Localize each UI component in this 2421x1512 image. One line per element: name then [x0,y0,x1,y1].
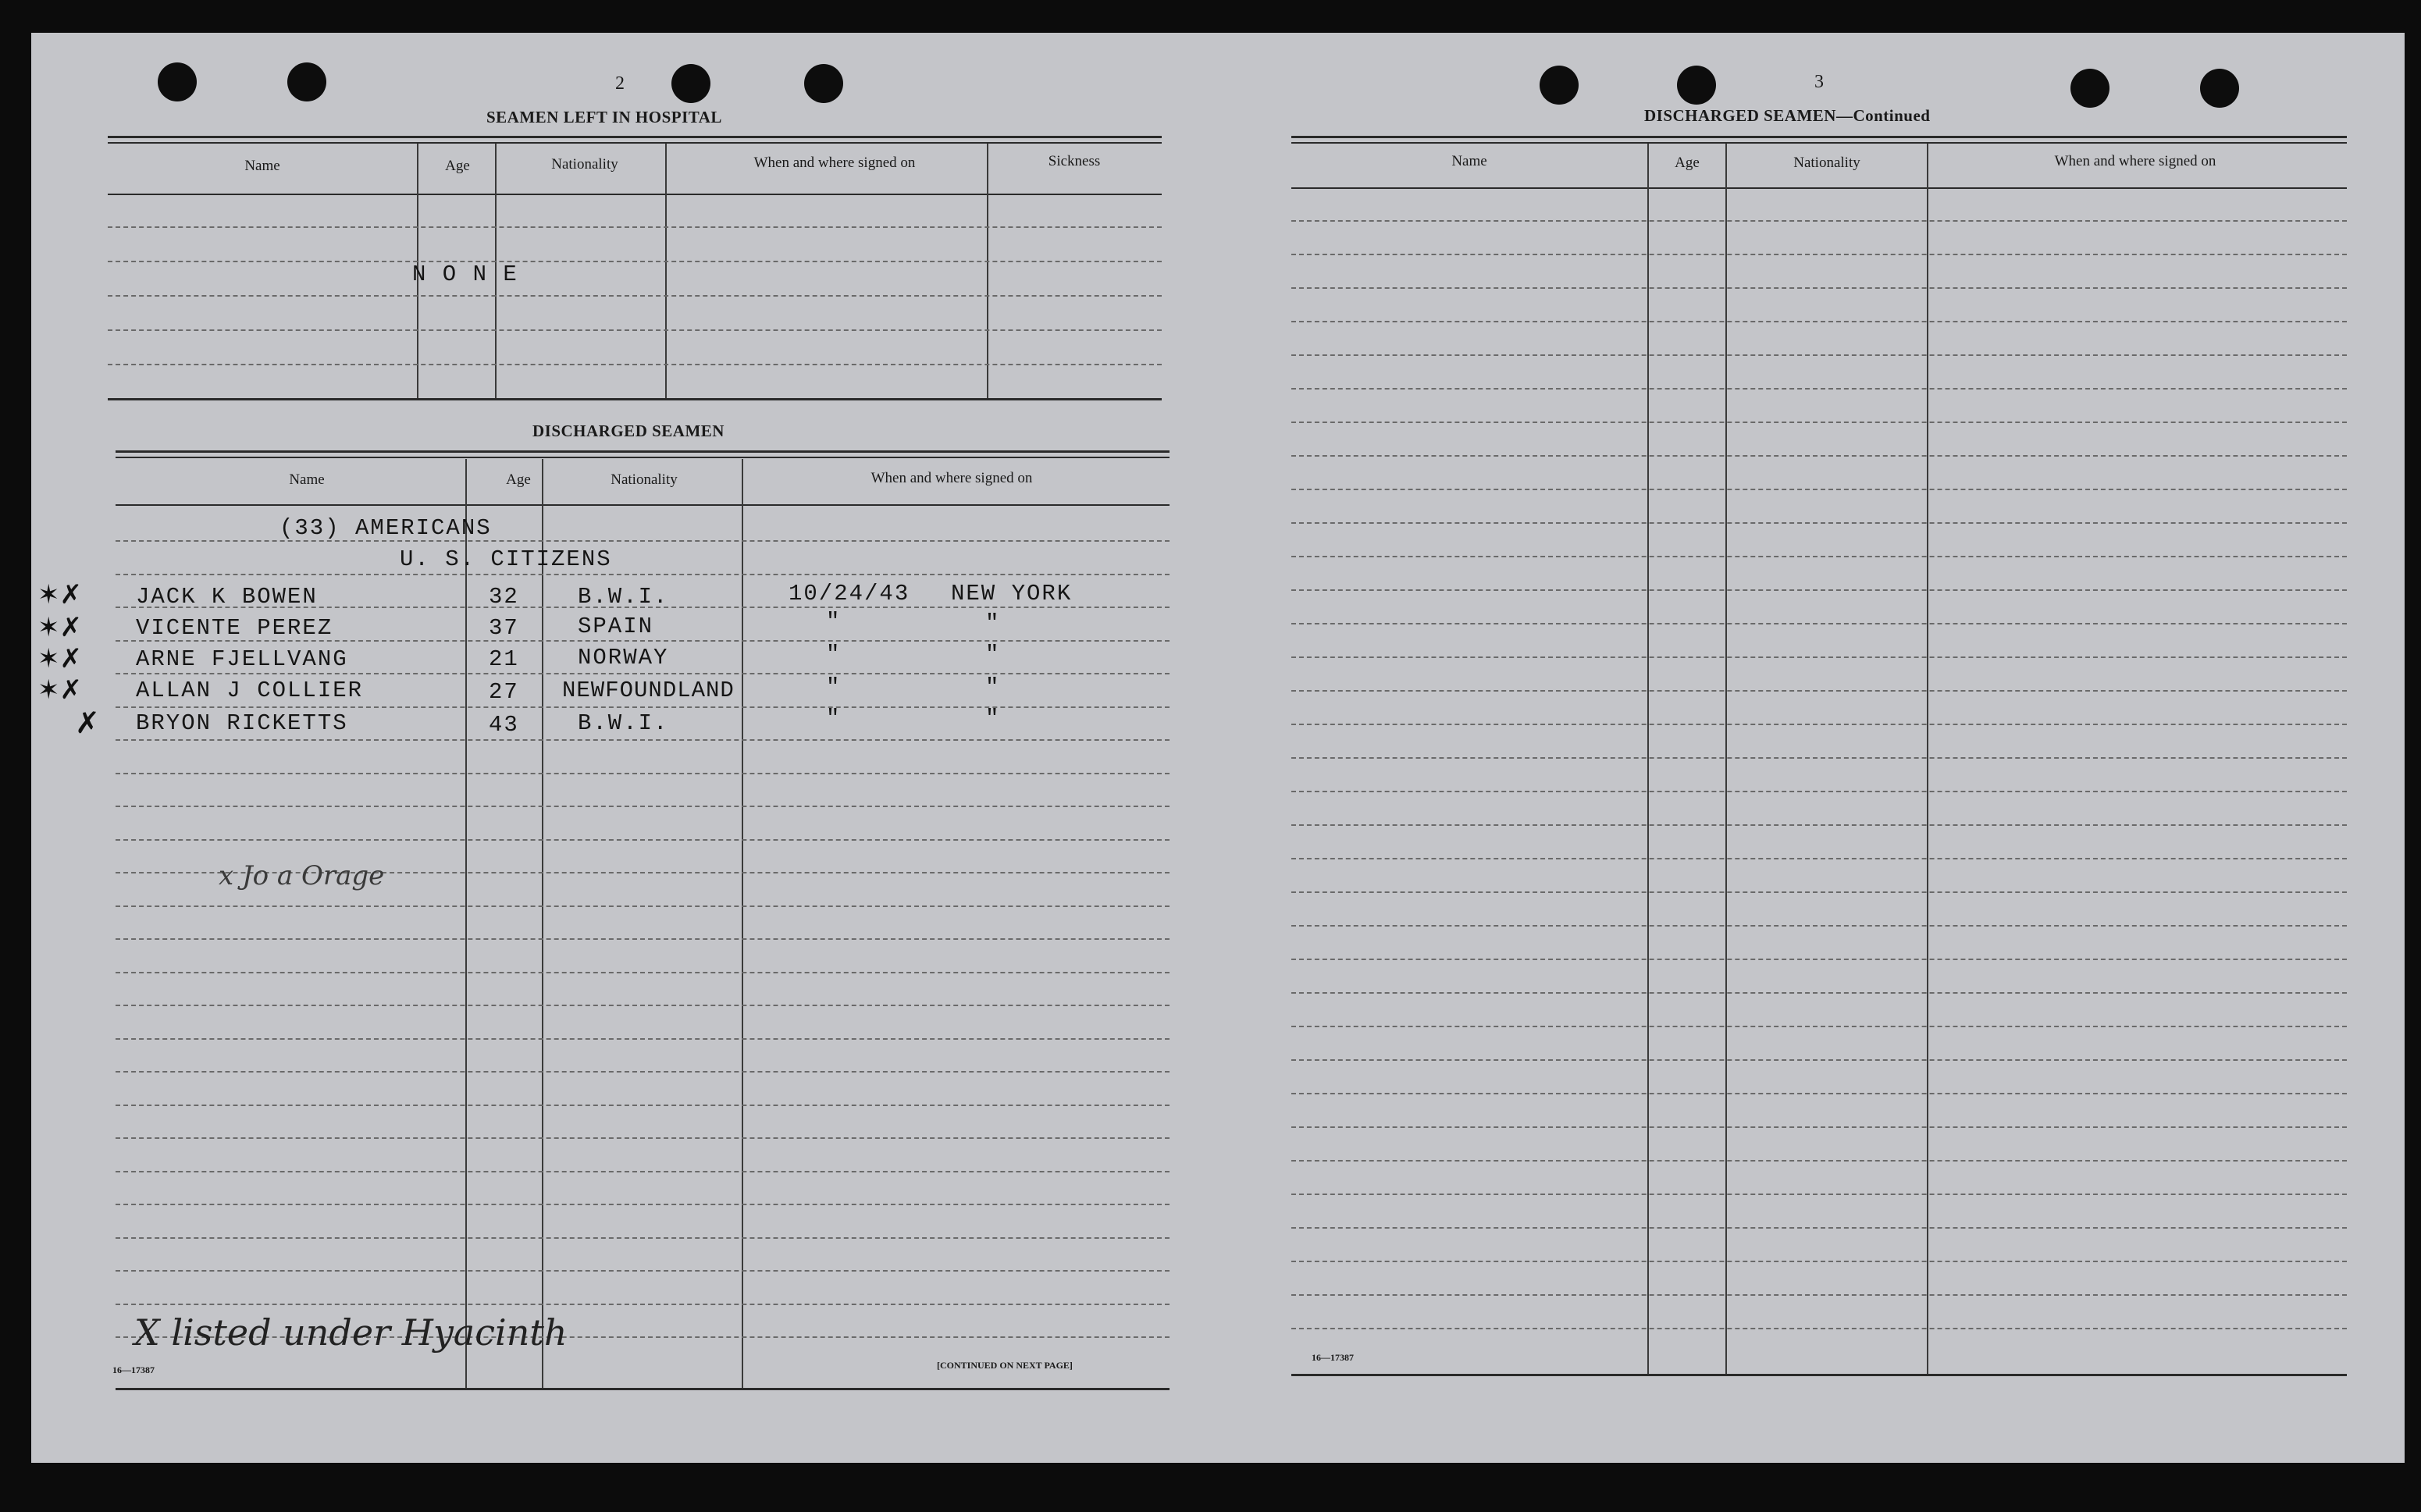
ruled-line [116,938,1170,940]
header-underline [1291,187,2347,189]
signed-on-place: " [985,674,1001,700]
ruled-line [1291,959,2347,960]
seaman-nationality: NEWFOUNDLAND [562,678,735,703]
header-underline [108,194,1162,195]
column-header: Nationality [1793,155,1860,171]
column-divider [1647,144,1649,1375]
ruled-line [116,1105,1170,1106]
ruled-line [116,574,1170,575]
page-number: 3 [1814,72,1824,92]
table-bottom-rule [116,1388,1170,1390]
ruled-line [1291,757,2347,759]
punch-hole [671,64,710,103]
seaman-nationality: B.W.I. [578,710,669,736]
ruled-line [116,1171,1170,1172]
signed-on-date: " [826,609,842,635]
ruled-line [1291,992,2347,994]
ruled-line [116,1071,1170,1073]
ruled-line [1291,690,2347,692]
ruled-line [116,806,1170,807]
ruled-line [1291,287,2347,289]
table-top-rule [1291,136,2347,138]
ruled-line [1291,1194,2347,1195]
ruled-line [1291,254,2347,255]
ruled-line [116,673,1170,674]
table-top-rule [108,136,1162,138]
ruled-line [116,706,1170,708]
signed-on-place: " [985,706,1001,731]
ruled-line [1291,1294,2347,1296]
ruled-line [116,1270,1170,1272]
seaman-nationality: NORWAY [578,645,669,671]
group-subheading: U. S. CITIZENS [400,546,612,572]
handwritten-note: X listed under Hyacinth [134,1311,568,1354]
column-header: Nationality [611,471,678,488]
ruled-line [116,1304,1170,1305]
table-top-rule [116,457,1170,458]
column-divider [1725,144,1727,1375]
ruled-line [1291,891,2347,893]
ruled-line [116,905,1170,907]
seaman-age: 32 [489,584,519,610]
header-underline [116,504,1170,506]
ruled-line [1291,556,2347,557]
ruled-line [116,972,1170,973]
check-mark: ✶✗ [37,643,82,674]
ruled-line [1291,824,2347,826]
ruled-line [1291,1227,2347,1229]
column-header: Age [1675,155,1700,171]
seaman-age: 27 [489,679,519,705]
ruled-line [1291,354,2347,356]
ruled-line [116,540,1170,542]
seaman-name: JACK K BOWEN [136,584,318,610]
page-number: 2 [615,73,625,94]
seaman-nationality: SPAIN [578,614,654,639]
column-divider [465,459,467,1389]
signed-on-place: " [985,610,1001,636]
punch-hole [2070,69,2109,108]
ruled-line [1291,522,2347,524]
ruled-line [1291,1093,2347,1094]
table-bottom-rule [1291,1374,2347,1376]
column-header: Age [445,158,470,174]
check-mark: ✗ [75,706,100,740]
column-header: Nationality [551,156,618,173]
form-number: 16—17387 [1312,1352,1354,1363]
column-header: Name [1451,153,1487,169]
ruled-line [1291,455,2347,457]
ruled-line [1291,1328,2347,1329]
ruled-line [108,329,1162,331]
form-number: 16—17387 [112,1364,155,1375]
ruled-line [108,226,1162,228]
ruled-line [116,1038,1170,1040]
column-divider [1927,144,1928,1375]
ruled-line [116,1237,1170,1239]
signed-on-date: 10/24/43 [789,581,910,607]
title-main: DISCHARGED SEAMEN [1644,106,1836,125]
punch-hole [2200,69,2239,108]
ruled-line [1291,1126,2347,1128]
check-mark: ✶✗ [37,674,82,706]
ruled-line [116,773,1170,774]
signed-on-date: " [826,706,842,731]
check-mark: ✶✗ [37,612,82,643]
seaman-age: 21 [489,646,519,672]
ruled-line [116,1137,1170,1139]
ruled-line [1291,925,2347,927]
ruled-line [1291,220,2347,222]
ruled-line [116,739,1170,741]
ruled-line [108,261,1162,262]
ruled-line [116,1005,1170,1006]
check-mark: ✶✗ [37,579,82,610]
seaman-name: ALLAN J COLLIER [136,678,364,703]
ruled-line [108,364,1162,365]
seaman-nationality: B.W.I. [578,584,669,610]
seaman-name: ARNE FJELLVANG [136,646,348,672]
seaman-name: BRYON RICKETTS [136,710,348,736]
punch-hole [804,64,843,103]
seaman-age: 37 [489,615,519,641]
column-divider [665,144,667,400]
table-top-rule [1291,142,2347,144]
column-header: Name [289,471,325,488]
ruled-line [1291,388,2347,390]
ruled-line [108,295,1162,297]
ruled-line [1291,1261,2347,1262]
hospital-section-title: SEAMEN LEFT IN HOSPITAL [486,108,722,126]
ruled-line [1291,589,2347,591]
ruled-line [1291,858,2347,859]
column-header: Age [506,471,531,488]
ruled-line [1291,321,2347,322]
title-continued: —Continued [1835,106,1931,125]
discharged-continued-title [1644,106,1930,126]
ruled-line [1291,1026,2347,1027]
table-top-rule [108,142,1162,144]
column-header: Sickness [1048,153,1101,169]
ruled-line [1291,422,2347,423]
column-header: Name [244,158,280,174]
punch-hole [158,62,197,101]
punch-hole [1540,66,1579,105]
ruled-line [1291,489,2347,490]
ruled-line [1291,1059,2347,1061]
seaman-age: 43 [489,712,519,738]
signed-on-place: NEW YORK [951,581,1073,607]
column-header: When and where signed on [870,470,1033,486]
hospital-entry-none: N O N E [412,261,518,287]
ruled-line [116,1204,1170,1205]
table-top-rule [116,450,1170,453]
column-divider [542,459,543,1389]
column-divider [742,459,743,1389]
ruled-line [1291,791,2347,792]
column-header: When and where signed on [753,155,916,171]
ruled-line [1291,1160,2347,1162]
discharged-section-title: DISCHARGED SEAMEN [532,422,725,440]
column-header: When and where signed on [2054,153,2216,169]
column-divider [987,144,988,400]
seaman-name: VICENTE PEREZ [136,615,333,641]
ruled-line [1291,724,2347,725]
ruled-line [1291,623,2347,624]
ruled-line [1291,656,2347,658]
handwritten-note: x Jo a Orage [219,860,385,891]
signed-on-place: " [985,642,1001,667]
document-sheet [31,33,2405,1463]
continued-note: [CONTINUED ON NEXT PAGE] [937,1360,1073,1371]
group-heading: (33) AMERICANS [279,515,492,541]
ruled-line [116,839,1170,841]
punch-hole [287,62,326,101]
signed-on-date: " [826,674,842,700]
table-bottom-rule [108,398,1162,400]
punch-hole [1677,66,1716,105]
signed-on-date: " [826,642,842,667]
